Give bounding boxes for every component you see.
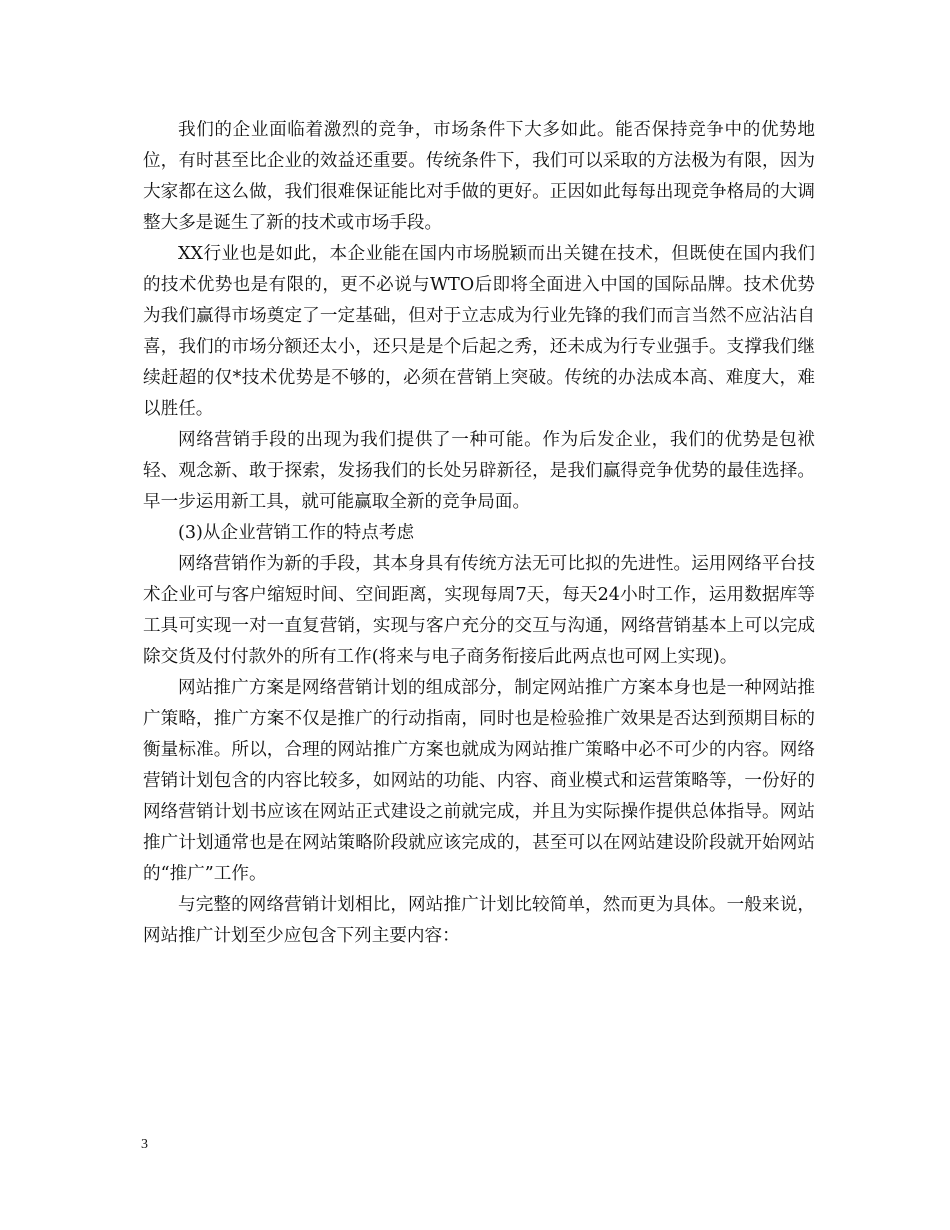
paragraph-industry-technology: XX行业也是如此，本企业能在国内市场脱颖而出关键在技术，但既使在国内我们的技术优势也是有限的，更不必说与WTO后即将全面进入中国的国际品牌。技术优势为我们赢得市场奠定了一定基础，但对于立志成为行业先锋的我们而言当然不应沾沾自喜，我们的市场分额还太小，还只是是个后起之秀，还未成为行专业强手。支撑我们继续赶超的仅*技术优势是不够的，必须在营销上突破。传统的办法成本高、难度大，难以胜任。	[143, 244, 815, 419]
document-body	[143, 115, 815, 952]
paragraph-competition: 我们的企业面临着激烈的竞争，市场条件下大多如此。能否保持竞争中的优势地位，有时甚至比企业的效益还重要。传统条件下，我们可以采取的方法极为有限，因为大家都在这么做，我们很难保证能比对手做的更好。正因如此每每出现竞争格局的大调整大多是诞生了新的技术或市场手段。	[143, 120, 815, 233]
paragraph-website-promotion-plan: 网站推广方案是网络营销计划的组成部分，制定网站推广方案本身也是一种网站推广策略，推广方案不仅是推广的行动指南，同时也是检验推广效果是否达到预期目标的衡量标准。所以，合理的网站推广方案也就成为网站推广策略中必不可少的内容。网络营销计划包含的内容比较多，如网站的功能、内容、商业模式和运营策略等，一份好的网络营销计划书应该在网站正式建设之前就完成，并且为实际操作提供总体指导。网站推广计划通常也是在网站策略阶段就应该完成的，甚至可以在网站建设阶段就开始网站的“推广”工作。	[143, 678, 815, 884]
page-number: 3	[141, 1137, 148, 1152]
paragraph-network-marketing-advantages: 网络营销作为新的手段，其本身具有传统方法无可比拟的先进性。运用网络平台技术企业可与客户缩短时间、空间距离，实现每周7天，每天24小时工作，运用数据库等工具可实现一对一直复营销，实现与客户充分的交互与沟通，网络营销基本上可以完成除交货及付付款外的所有工作(将来与电子商务衔接后此两点也可网上实现)。	[143, 554, 815, 667]
paragraph-network-marketing-opportunity: 网络营销手段的出现为我们提供了一种可能。作为后发企业，我们的优势是包袱轻、观念新、敢于探索，发扬我们的长处另辟新径，是我们赢得竞争优势的最佳选择。早一步运用新工具，就可能赢取全新的竞争局面。	[143, 430, 815, 512]
section-heading-marketing-characteristics: (3)从企业营销工作的特点考虑	[178, 523, 415, 543]
paragraph-promotion-plan-contents: 与完整的网络营销计划相比，网站推广计划比较简单，然而更为具体。一般来说，网站推广计划至少应包含下列主要内容：	[143, 895, 815, 946]
